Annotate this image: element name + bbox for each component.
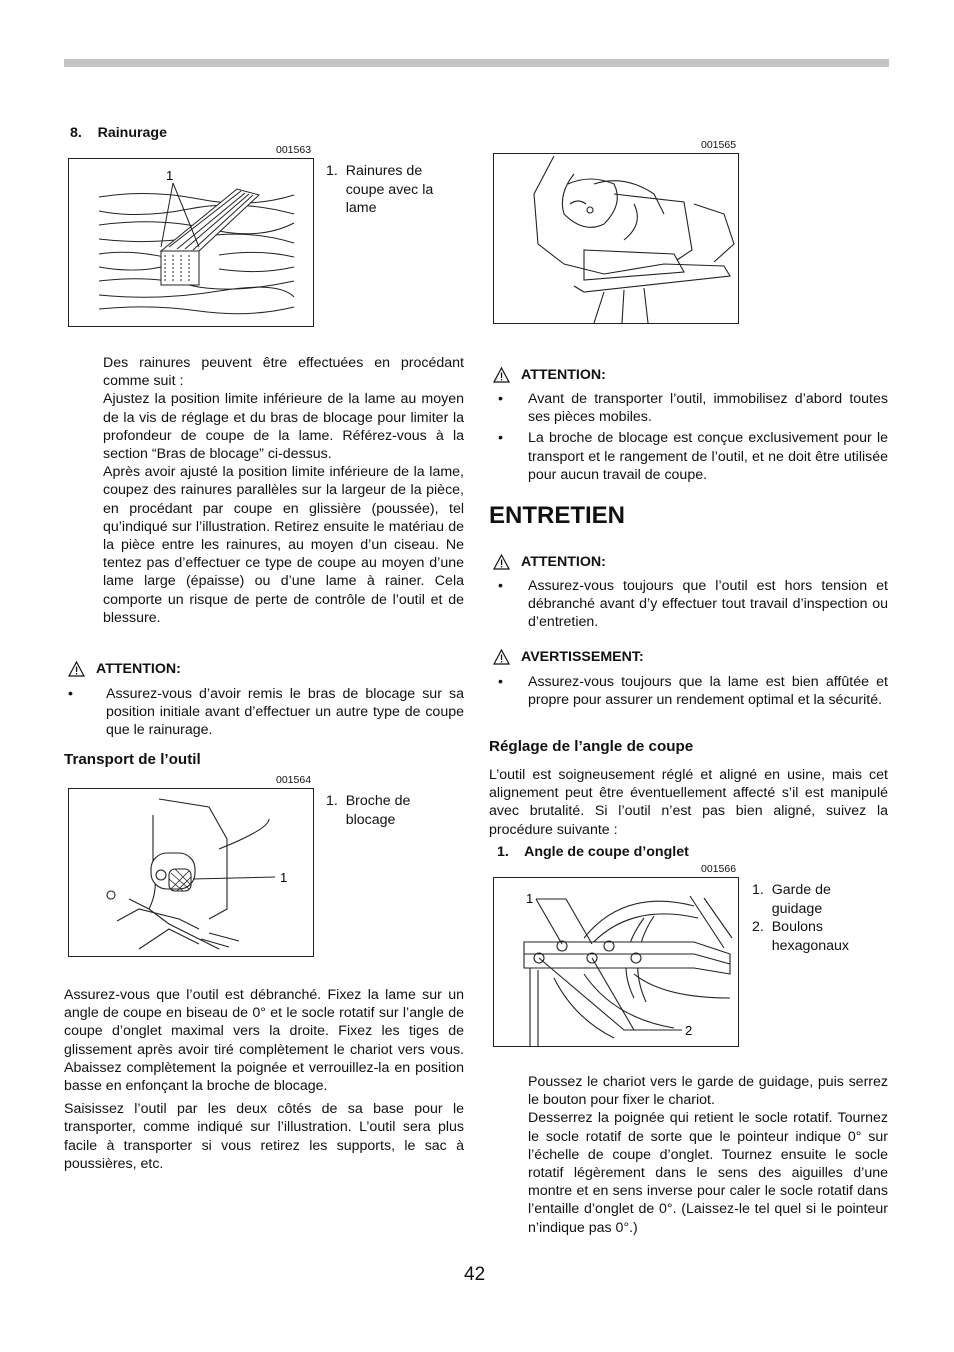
callout-number: 1 [526, 891, 534, 906]
warning-heading [493, 648, 644, 666]
bullet-icon: • [68, 686, 73, 702]
list-item [493, 577, 888, 632]
transport-instructions [64, 986, 464, 1173]
figure-legend: 1. Broche de blocage [326, 793, 411, 828]
reglage-instructions [528, 1073, 888, 1237]
lock-pin-illustration [69, 789, 313, 956]
section-heading-reglage: Réglage de l’angle de coupe [489, 738, 694, 755]
figure-legend: 1. Garde de guidage 2. Boulons hexagonaux [752, 882, 850, 954]
warning-triangle-icon [493, 554, 510, 570]
sub-heading: 1. Angle de coupe d’onglet [497, 844, 689, 860]
attention-label: ATTENTION: [521, 554, 606, 570]
paragraph: Desserrez la poignée qui retient le socle rotatif. Tournez le socle rotatif de sorte que le pointeur indique 0° sur l’échelle de coupe d’onglet. Tournez ensuite le socle rotatif légèrement dans le sens des aiguilles d’une montre et en sens inverse pour caler le socle rotatif dans l’entaille d’onglet de 0°. (Laissez-le tel quel si le pointeur n’indique pas 0°.) [528, 1110, 888, 1236]
figure-carrying [493, 153, 739, 324]
paragraph: Poussez le chariot vers le garde de guidage, puis serrez le bouton pour fixer le chariot. [528, 1074, 888, 1109]
bullet-text: La broche de blocage est conçue exclusivement pour le transport et le rangement de l’outil, et ne doit être utilisée pour aucun travail de coupe. [528, 430, 888, 483]
list-item [493, 673, 888, 709]
figure-code: 001564 [276, 774, 312, 786]
paragraph: Des rainures peuvent être effectuées en procédant comme suit : [103, 355, 464, 390]
paragraph: Saisissez l’outil par les deux côtés de sa base pour le transporter, comme indiqué sur l’illustration. L’outil sera plus facile à transporter si vous retirez les supports, le sac à poussières, etc. [64, 1101, 464, 1172]
section-heading-transport: Transport de l’outil [64, 751, 201, 768]
attention-heading [68, 660, 181, 678]
attention-label: ATTENTION: [96, 661, 181, 677]
callout-number: 1 [166, 168, 174, 183]
bullet-text: Assurez-vous toujours que la lame est bien affûtée et propre pour assurer un rendement optimal et la sécurité. [528, 674, 888, 709]
paragraph: Ajustez la position limite inférieure de la lame au moyen de la vis de réglage et du bras de blocage pour limiter la profondeur de coupe de la lame. Référez-vous à la section “Bras de blocage” ci-dessus. [103, 391, 464, 463]
figure-code: 001563 [276, 144, 312, 156]
bullet-icon: • [498, 430, 503, 447]
list-item [68, 685, 464, 740]
grooving-illustration [69, 159, 313, 326]
reglage-intro: L’outil est soigneusement réglé et aligné en usine, mais cet alignement peut être éventuellement affecté s’il est manipulé avec brutalité. Si l’outil n’est pas bien aligné, suivez la procédure suivante : [489, 767, 888, 838]
figure-lock-pin [68, 788, 314, 957]
attention-list [493, 390, 888, 484]
warning-triangle-icon [493, 367, 510, 383]
paragraph: Assurez-vous que l’outil est débranché. Fixez la lame sur un angle de coupe en biseau de 0° et le socle rotatif sur l’angle de coupe d’onglet maximal vers la droite. Fixez les tiges de glissement après avoir tiré complètement le chariot vers vous. Abaissez complètement la poignée et verrouillez-la en position basse en enfonçant la broche de blocage. [64, 987, 464, 1095]
bullet-icon: • [498, 674, 503, 690]
list-item [493, 429, 888, 484]
figure-miter-angle [493, 877, 739, 1047]
callout-number: 2 [685, 1023, 693, 1038]
bullet-icon: • [498, 391, 503, 407]
warning-label: AVERTISSEMENT: [521, 649, 644, 665]
figure-code: 001566 [701, 863, 737, 875]
bullet-text: Avant de transporter l’outil, immobilisez d’abord toutes ses pièces mobiles. [528, 391, 888, 426]
attention-label: ATTENTION: [521, 367, 606, 383]
chapter-title: ENTRETIEN [489, 502, 626, 529]
list-item [493, 390, 888, 426]
bullet-text: Assurez-vous toujours que l’outil est hors tension et débranché avant d’y effectuer tout travail d’inspection ou d’entretien. [528, 578, 888, 631]
figure-code: 001565 [701, 139, 737, 151]
figure-grooving [68, 158, 314, 327]
miter-angle-illustration [494, 878, 738, 1046]
page-number: 42 [464, 1264, 486, 1285]
attention-heading [493, 553, 606, 571]
figure-legend: 1. Rainures de coupe avec la lame [326, 163, 434, 217]
section-heading-rainurage: 8. Rainurage [70, 125, 167, 141]
bullet-icon: • [498, 578, 503, 594]
grooving-instructions [103, 354, 464, 627]
attention-heading [493, 366, 606, 384]
header-rule [64, 59, 889, 67]
callout-number: 1 [280, 870, 288, 885]
carrying-illustration [494, 154, 738, 323]
paragraph: Après avoir ajusté la position limite inférieure de la lame, coupez des rainures parallèles sur la largeur de la pièce, en procédant par coupe en glissière (poussée), tel qu’indiqué sur l’illustration. Retirez ensuite le matériau de la pièce entre les rainures, au moyen d’un ciseau. Ne tentez pas d’effectuer ce type de coupe au moyen d’une lame large (épaisse) ou d’une lame à rainer. Cela comporte un risque de perte de contrôle de l’outil et de blessure. [103, 464, 464, 626]
bullet-text: Assurez-vous d’avoir remis le bras de blocage sur sa position initiale avant d’effectuer un autre type de coupe que le rainurage. [106, 686, 464, 739]
warning-triangle-icon [493, 649, 510, 665]
warning-triangle-icon [68, 661, 85, 677]
